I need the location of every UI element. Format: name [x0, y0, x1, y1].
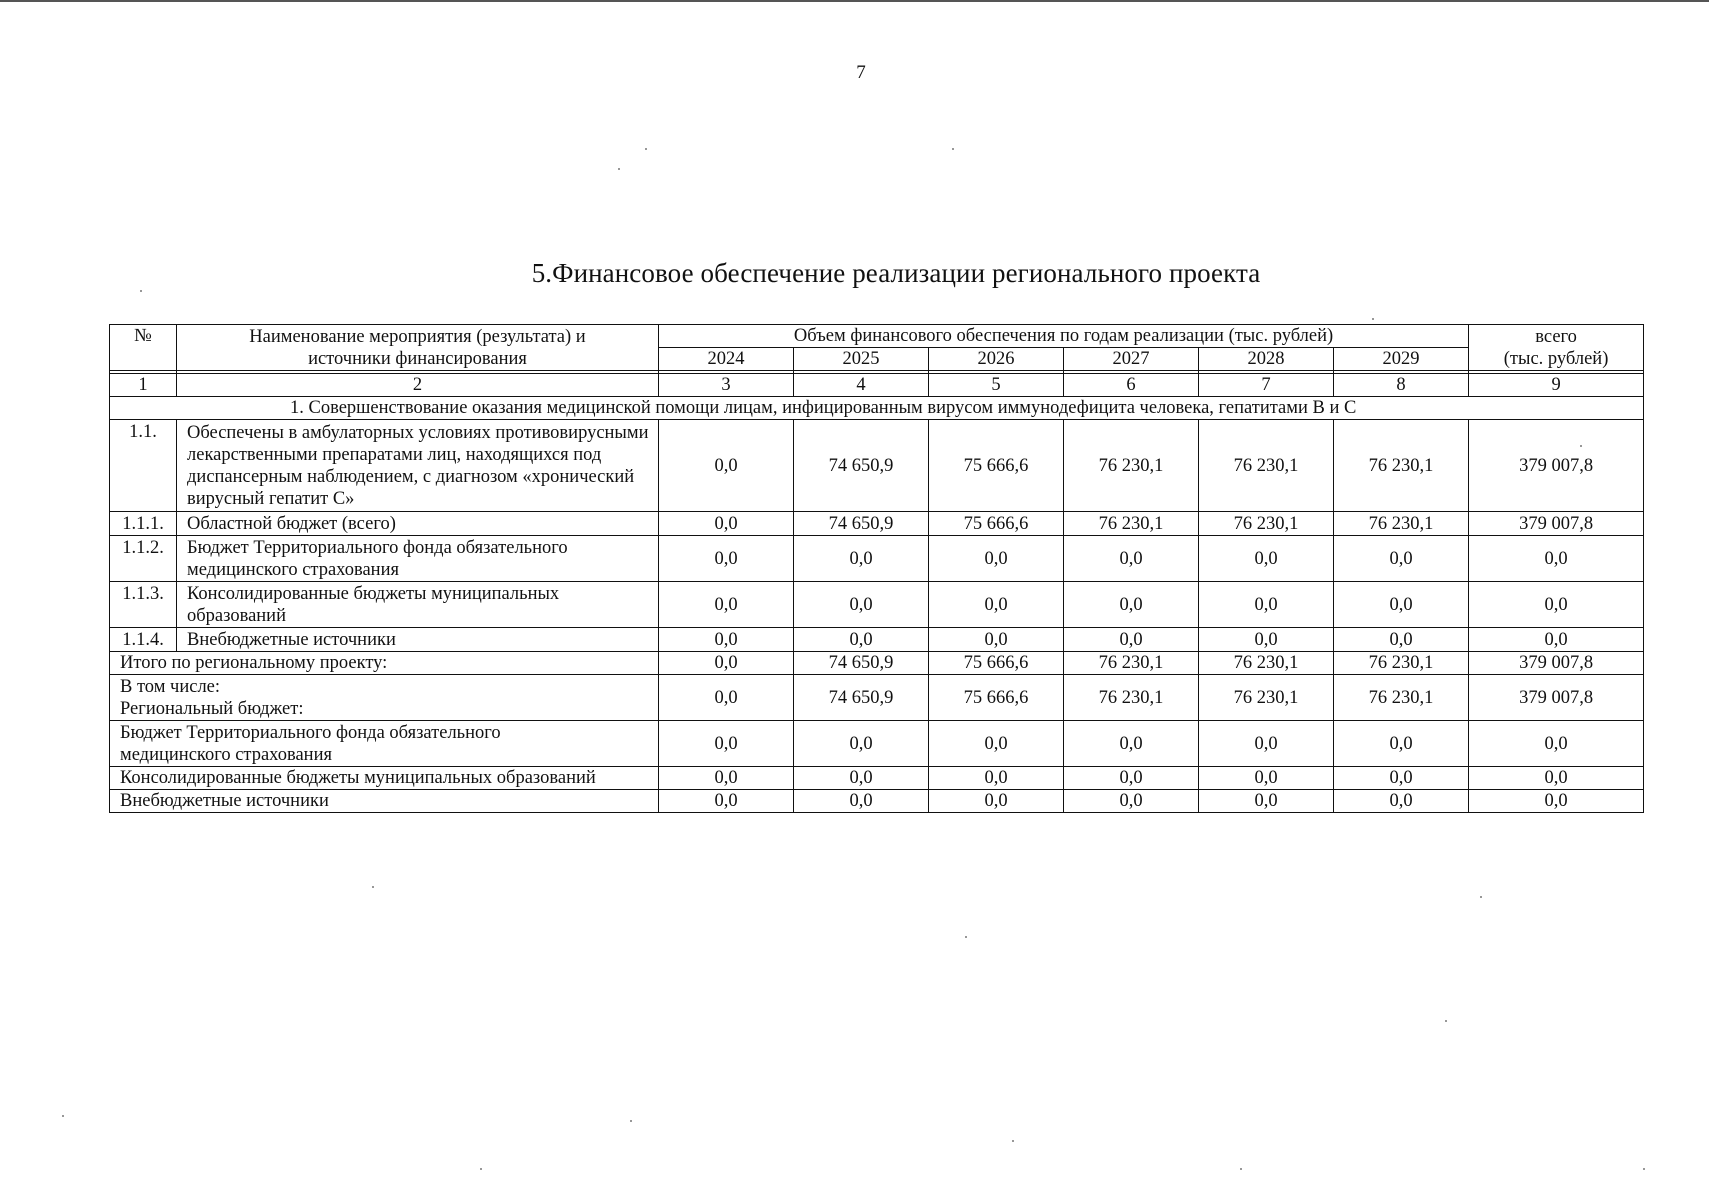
row-name: Консолидированные бюджеты муниципальных образований	[177, 582, 659, 628]
row-value: 0,0	[929, 582, 1064, 628]
row-number: 1.1.2.	[110, 536, 177, 582]
summary-label	[110, 721, 659, 767]
row-value: 0,0	[794, 536, 929, 582]
summary-row	[110, 675, 1644, 721]
row-value: 76 230,1	[1064, 420, 1199, 512]
summary-label-line1: В том числе:	[120, 676, 221, 697]
summary-value: 0,0	[659, 675, 794, 721]
summary-total: 0,0	[1469, 721, 1644, 767]
summary-value: 0,0	[1199, 790, 1334, 813]
row-value: 0,0	[1199, 536, 1334, 582]
row-value: 76 230,1	[1334, 512, 1469, 536]
row-value: 0,0	[1334, 628, 1469, 652]
column-numbers-row	[110, 374, 1644, 397]
scan-speck	[1240, 1168, 1242, 1170]
header-year: 2024	[659, 348, 794, 371]
row-number: 1.1.	[110, 420, 177, 512]
summary-value: 0,0	[1334, 721, 1469, 767]
row-value: 0,0	[659, 420, 794, 512]
summary-value: 0,0	[794, 790, 929, 813]
row-value: 0,0	[1199, 628, 1334, 652]
scan-speck	[1445, 1020, 1447, 1022]
header-total-line2: (тыс. рублей)	[1503, 348, 1609, 369]
summary-label-line2: Региональный бюджет:	[120, 698, 304, 719]
scan-speck	[140, 290, 142, 292]
summary-value: 74 650,9	[794, 652, 929, 675]
row-value: 0,0	[659, 512, 794, 536]
summary-value: 0,0	[659, 790, 794, 813]
column-number: 2	[177, 374, 659, 397]
row-name: Областной бюджет (всего)	[177, 512, 659, 536]
column-number: 9	[1469, 374, 1644, 397]
row-number: 1.1.1.	[110, 512, 177, 536]
column-number: 7	[1199, 374, 1334, 397]
table-row	[110, 512, 1644, 536]
page-number: 7	[856, 62, 866, 83]
summary-value: 0,0	[659, 721, 794, 767]
table-row	[110, 582, 1644, 628]
header-name	[177, 325, 659, 371]
summary-total: 379 007,8	[1469, 675, 1644, 721]
summary-value: 0,0	[1064, 767, 1199, 790]
row-value: 76 230,1	[1199, 420, 1334, 512]
summary-value: 74 650,9	[794, 675, 929, 721]
row-number: 1.1.4.	[110, 628, 177, 652]
summary-row	[110, 721, 1644, 767]
row-value: 76 230,1	[1064, 512, 1199, 536]
row-total: 0,0	[1469, 582, 1644, 628]
section-title: 5.Финансовое обеспечение реализации регионального проекта	[531, 258, 1261, 288]
header-volume: Объем финансового обеспечения по годам реализации (тыс. рублей)	[659, 325, 1469, 348]
summary-value: 0,0	[1064, 790, 1199, 813]
summary-value: 0,0	[929, 721, 1064, 767]
summary-value: 0,0	[1064, 721, 1199, 767]
summary-total: 0,0	[1469, 790, 1644, 813]
summary-label: Внебюджетные источники	[110, 790, 659, 813]
row-total: 379 007,8	[1469, 420, 1644, 512]
summary-value: 0,0	[1334, 790, 1469, 813]
row-total: 379 007,8	[1469, 512, 1644, 536]
summary-value: 76 230,1	[1199, 675, 1334, 721]
scan-speck	[645, 148, 647, 150]
header-name-line1: Наименование мероприятия (результата) и	[249, 326, 586, 347]
summary-value: 76 230,1	[1334, 675, 1469, 721]
summary-value: 76 230,1	[1064, 675, 1199, 721]
header-row-1	[110, 325, 1644, 348]
row-value: 0,0	[794, 628, 929, 652]
row-value: 74 650,9	[794, 512, 929, 536]
row-value: 0,0	[659, 628, 794, 652]
header-total-line1: всего	[1535, 326, 1577, 347]
summary-value: 76 230,1	[1199, 652, 1334, 675]
row-value: 0,0	[659, 536, 794, 582]
scan-speck	[1643, 1168, 1645, 1170]
row-value: 0,0	[929, 628, 1064, 652]
row-value: 76 230,1	[1334, 420, 1469, 512]
section-row	[110, 397, 1644, 420]
header-year: 2029	[1334, 348, 1469, 371]
scan-speck	[1012, 1140, 1014, 1142]
summary-label: Итого по региональному проекту:	[110, 652, 659, 675]
row-value: 0,0	[659, 582, 794, 628]
summary-total: 379 007,8	[1469, 652, 1644, 675]
header-year: 2025	[794, 348, 929, 371]
row-value: 75 666,6	[929, 512, 1064, 536]
header-name-line2: источники финансирования	[308, 348, 527, 369]
summary-value: 0,0	[794, 721, 929, 767]
column-number: 8	[1334, 374, 1469, 397]
summary-label-text: Бюджет Территориального фонда обязательного медицинского страхования	[120, 722, 501, 765]
column-number: 6	[1064, 374, 1199, 397]
row-value: 0,0	[1064, 582, 1199, 628]
column-number: 3	[659, 374, 794, 397]
table-row	[110, 536, 1644, 582]
row-value: 74 650,9	[794, 420, 929, 512]
summary-value: 75 666,6	[929, 652, 1064, 675]
row-total: 0,0	[1469, 536, 1644, 582]
header-year: 2028	[1199, 348, 1334, 371]
summary-value: 0,0	[794, 767, 929, 790]
row-value: 0,0	[794, 582, 929, 628]
summary-value: 0,0	[929, 767, 1064, 790]
summary-value: 76 230,1	[1064, 652, 1199, 675]
row-name: Внебюджетные источники	[177, 628, 659, 652]
summary-row	[110, 767, 1644, 790]
section-heading: 1. Совершенствование оказания медицинской помощи лицам, инфицированным вирусом иммунодефицита человека, гепатитами В и С	[110, 397, 1644, 420]
row-name: Обеспечены в амбулаторных условиях противовирусными лекарственными препаратами лиц, находящихся под диспансерным наблюдением, с диагнозом «хронический вирусный гепатит С»	[177, 420, 659, 512]
summary-total: 0,0	[1469, 767, 1644, 790]
row-value: 0,0	[1334, 536, 1469, 582]
row-value: 0,0	[1334, 582, 1469, 628]
summary-row	[110, 652, 1644, 675]
scan-speck	[630, 1120, 632, 1122]
scan-speck	[1480, 896, 1482, 898]
summary-value: 0,0	[929, 790, 1064, 813]
summary-row	[110, 790, 1644, 813]
row-number: 1.1.3.	[110, 582, 177, 628]
column-number: 4	[794, 374, 929, 397]
scan-speck	[372, 886, 374, 888]
column-number: 1	[110, 374, 177, 397]
summary-value: 0,0	[659, 767, 794, 790]
scan-speck	[62, 1115, 64, 1117]
financing-table	[109, 324, 1644, 813]
scan-top-edge	[0, 0, 1709, 2]
summary-value: 0,0	[659, 652, 794, 675]
row-value: 0,0	[1064, 536, 1199, 582]
summary-value: 0,0	[1334, 767, 1469, 790]
scan-speck	[480, 1168, 482, 1170]
summary-label	[110, 675, 659, 721]
row-name: Бюджет Территориального фонда обязательного медицинского страхования	[177, 536, 659, 582]
scan-speck	[618, 168, 620, 170]
scan-speck	[965, 936, 967, 938]
summary-value: 76 230,1	[1334, 652, 1469, 675]
row-value: 0,0	[1199, 582, 1334, 628]
scan-speck	[952, 148, 954, 150]
scan-speck	[1580, 445, 1582, 447]
scan-speck	[1372, 318, 1374, 320]
summary-value: 0,0	[1199, 767, 1334, 790]
header-num: №	[110, 325, 177, 371]
summary-value: 75 666,6	[929, 675, 1064, 721]
row-value: 75 666,6	[929, 420, 1064, 512]
table-row	[110, 420, 1644, 512]
row-value: 76 230,1	[1199, 512, 1334, 536]
row-total: 0,0	[1469, 628, 1644, 652]
summary-label: Консолидированные бюджеты муниципальных образований	[110, 767, 659, 790]
column-number: 5	[929, 374, 1064, 397]
row-value: 0,0	[929, 536, 1064, 582]
header-year: 2027	[1064, 348, 1199, 371]
header-year: 2026	[929, 348, 1064, 371]
table-row	[110, 628, 1644, 652]
row-value: 0,0	[1064, 628, 1199, 652]
summary-value: 0,0	[1199, 721, 1334, 767]
header-total	[1469, 325, 1644, 371]
